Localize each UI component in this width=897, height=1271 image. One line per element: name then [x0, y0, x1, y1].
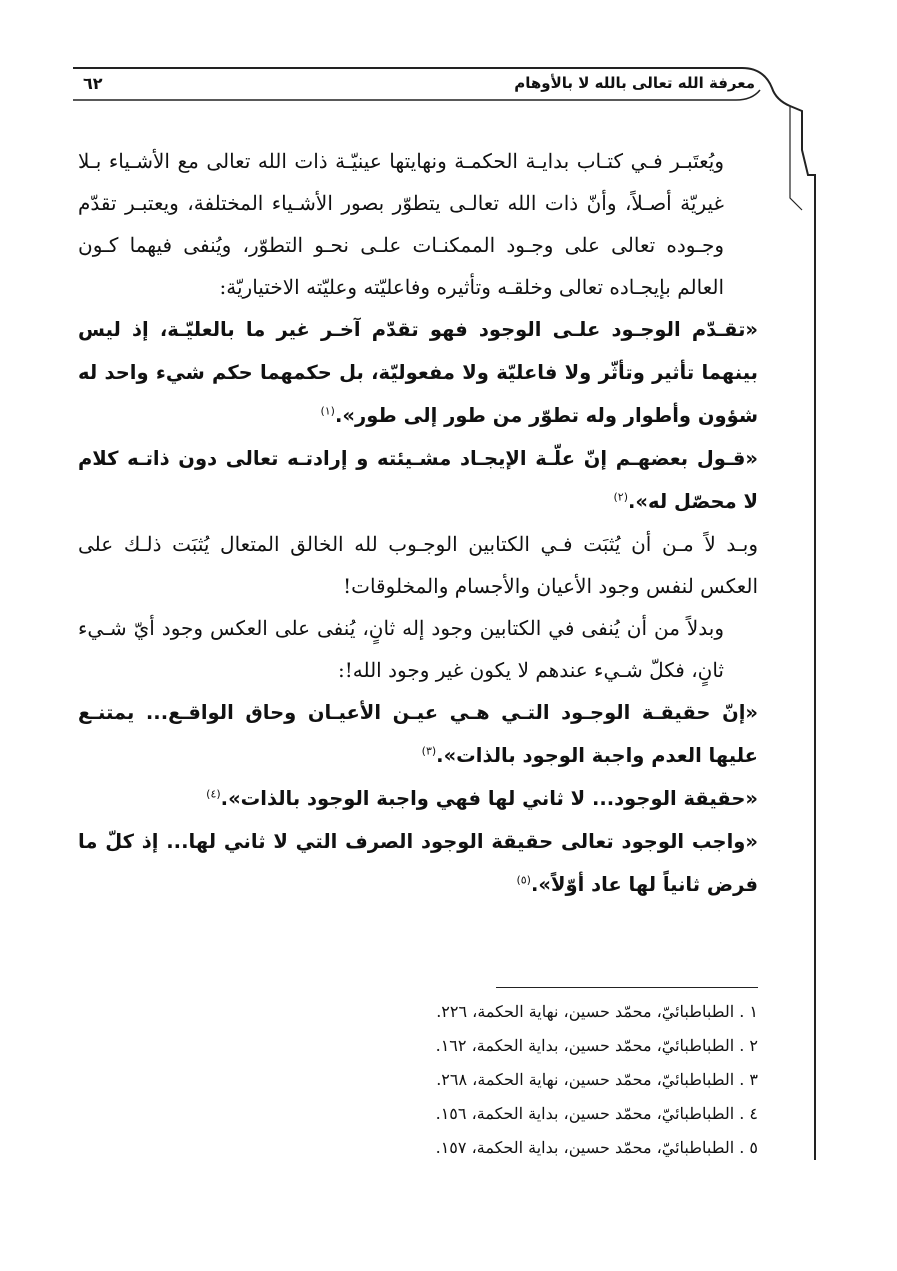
quote-3-text: «إنّ حقيقـة الوجـود التـي هـي عيـن الأعيـان وحاق الواقـع... يمتنـع عليها العدم واجبة الوجود بالذات». [78, 701, 758, 767]
footnote-ref-3: (٣) [421, 744, 437, 758]
quote-2 [78, 437, 758, 523]
page-number: ٦٢ [83, 74, 103, 93]
footnote-item: ٤ . الطباطبائيّ، محمّد حسين، بداية الحكمة، ١٥٦. [435, 1104, 758, 1123]
quote-2-text: «قـول بعضهـم إنّ علّـة الإيجـاد مشـيئته و إرادتـه تعالى دون ذاتـه كلام لا محصّل له». [78, 447, 758, 513]
paragraph-3: وبدلاً من أن يُنفى في الكتابين وجود إله ثانٍ، يُنفى على العكس وجود أيّ شـيء ثانٍ، فكلّ شـيء عندهم لا يكون غير وجود الله!: [78, 616, 724, 682]
footnote-item: ٣ . الطباطبائيّ، محمّد حسين، نهاية الحكمة، ٢٦٨. [436, 1070, 758, 1089]
quote-1 [78, 308, 758, 437]
paragraph-1: ويُعتَبـر فـي كتـاب بدايـة الحكمـة ونهايتها عينيّـة ذات الله تعالى مع الأشـياء بـلا غيريّة أصـلاً، وأنّ ذات الله تعالـى يتطوّر بصور الأشـياء المختلفة، ويعتبـر تقدّم وجـوده تعالى على وجـود الممكنـات علـى نحـو التطوّر، ويُنفى فيهما كـون العالم بإيجـاده تعالى وخلقـه وتأثيره وفاعليّته وعليّته الاختياريّة: [78, 149, 724, 299]
quote-3 [78, 691, 758, 777]
footnote-item: ١ . الطباطبائيّ، محمّد حسين، نهاية الحكمة، ٢٢٦. [436, 1002, 758, 1021]
footnote-ref-2: (٢) [613, 490, 628, 504]
footnote-item: ٥ . الطباطبائيّ، محمّد حسين، بداية الحكمة، ١٥٧. [435, 1138, 758, 1157]
footnote-ref-5: (٥) [516, 873, 531, 887]
quote-4 [78, 777, 758, 820]
main-text [78, 140, 758, 906]
footnotes [300, 995, 758, 1165]
quote-5-text: «واجب الوجود تعالى حقيقة الوجود الصرف التي لا ثاني لها... إذ كلّ ما فرض ثانياً لها عاد أوّلاً». [78, 830, 758, 896]
running-header-title: معرفة الله تعالى بالله لا بالأوهام [514, 74, 755, 92]
footnote-ref-4: (٤) [206, 787, 221, 801]
quote-4-text: «حقيقة الوجود... لا ثاني لها فهي واجبة الوجود بالذات». [220, 787, 758, 810]
quote-1-text: «تقـدّم الوجـود علـى الوجود فهو تقدّم آخـر غير ما بالعليّـة، إذ ليس بينهما تأثير وتأثّر ولا فاعليّة ولا مفعوليّة، بل حكمهما حكم شيء واحد له شؤون وأطوار وله تطوّر من طور إلى طور». [78, 318, 758, 427]
paragraph-2: وبـد لاً مـن أن يُثبَت فـي الكتابين الوجـوب لله الخالق المتعال يُثبَت ذلـك على العكس لنفس وجود الأعيان والأجسام والمخلوقات! [78, 532, 758, 598]
footnote-divider [496, 987, 758, 988]
footnote-item: ٢ . الطباطبائيّ، محمّد حسين، بداية الحكمة، ١٦٢. [435, 1036, 758, 1055]
quote-5 [78, 820, 758, 906]
footnote-ref-1: (١) [320, 404, 335, 418]
